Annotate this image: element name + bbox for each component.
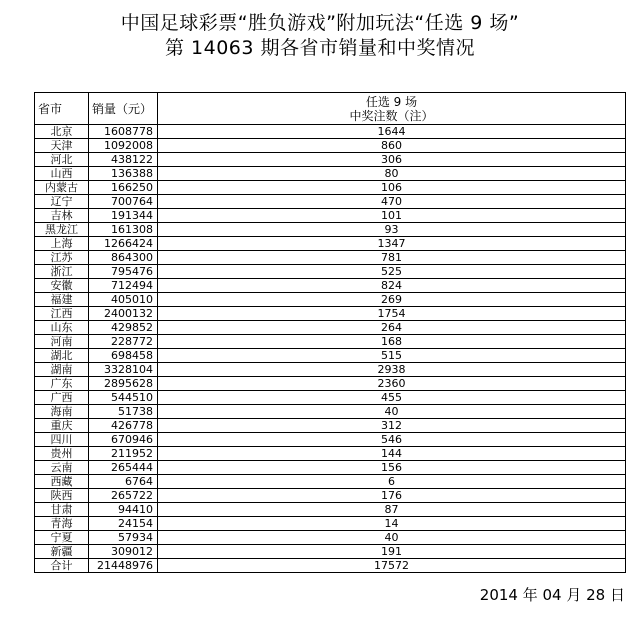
title-line-1: 中国足球彩票“胜负游戏”附加玩法“任选 9 场” [120,12,520,34]
table-row [35,475,626,489]
sales-cell: 24154 [89,517,158,531]
sales-cell: 1092008 [89,139,158,153]
sales-cell: 670946 [89,433,158,447]
province-cell: 宁夏 [35,531,89,545]
province-cell: 海南 [35,405,89,419]
wins-cell: 101 [158,209,626,223]
table-row [35,237,626,251]
province-cell: 河北 [35,153,89,167]
wins-cell: 860 [158,139,626,153]
sales-cell: 228772 [89,335,158,349]
sales-cell: 544510 [89,391,158,405]
wins-cell: 2360 [158,377,626,391]
sales-cell: 712494 [89,279,158,293]
wins-cell: 455 [158,391,626,405]
province-cell: 河南 [35,335,89,349]
province-cell: 山西 [35,167,89,181]
wins-cell: 306 [158,153,626,167]
wins-cell: 6 [158,475,626,489]
province-cell: 天津 [35,139,89,153]
table-row [35,307,626,321]
sales-cell: 211952 [89,447,158,461]
sales-cell: 57934 [89,531,158,545]
wins-cell: 312 [158,419,626,433]
table-row [35,279,626,293]
wins-cell: 40 [158,405,626,419]
wins-cell: 93 [158,223,626,237]
wins-cell: 191 [158,545,626,559]
sales-header: 销量（元） [89,93,158,125]
sales-cell: 698458 [89,349,158,363]
wins-cell: 1347 [158,237,626,251]
province-cell: 浙江 [35,265,89,279]
sales-cell: 1608778 [89,125,158,139]
table-row [35,545,626,559]
province-cell: 云南 [35,461,89,475]
wins-cell: 470 [158,195,626,209]
sales-cell: 166250 [89,181,158,195]
wins-cell: 269 [158,293,626,307]
province-cell: 黑龙江 [35,223,89,237]
wins-cell: 168 [158,335,626,349]
wins-header [158,93,626,125]
wins-cell: 1644 [158,125,626,139]
province-cell: 江西 [35,307,89,321]
wins-cell: 176 [158,489,626,503]
table-row [35,531,626,545]
province-cell: 青海 [35,517,89,531]
sales-cell: 161308 [89,223,158,237]
table-row [35,377,626,391]
province-cell: 福建 [35,293,89,307]
wins-cell: 17572 [158,559,626,573]
wins-cell: 525 [158,265,626,279]
province-cell: 湖南 [35,363,89,377]
sales-cell: 309012 [89,545,158,559]
sales-cell: 795476 [89,265,158,279]
province-cell: 吉林 [35,209,89,223]
table-row [35,265,626,279]
sales-cell: 191344 [89,209,158,223]
table-body [35,125,626,573]
province-cell: 四川 [35,433,89,447]
province-cell: 江苏 [35,251,89,265]
wins-cell: 824 [158,279,626,293]
province-header: 省市 [35,93,89,125]
province-cell: 上海 [35,237,89,251]
province-cell: 重庆 [35,419,89,433]
table-row [35,447,626,461]
sales-cell: 1266424 [89,237,158,251]
table-row [35,559,626,573]
sales-cell: 136388 [89,167,158,181]
table-row [35,503,626,517]
wins-cell: 156 [158,461,626,475]
sales-cell: 6764 [89,475,158,489]
province-cell: 辽宁 [35,195,89,209]
table-row [35,433,626,447]
table-row [35,153,626,167]
table-row [35,321,626,335]
sales-cell: 94410 [89,503,158,517]
wins-cell: 106 [158,181,626,195]
table-row [35,223,626,237]
table-row [35,335,626,349]
wins-cell: 1754 [158,307,626,321]
wins-cell: 40 [158,531,626,545]
wins-cell: 14 [158,517,626,531]
province-cell: 陕西 [35,489,89,503]
table-row [35,195,626,209]
province-cell: 新疆 [35,545,89,559]
table-row [35,489,626,503]
sales-table [34,92,626,573]
title-line-2: 第 14063 期各省市销量和中奖情况 [164,37,476,59]
sales-cell: 438122 [89,153,158,167]
table-row [35,125,626,139]
sales-cell: 2895628 [89,377,158,391]
wins-cell: 144 [158,447,626,461]
wins-cell: 546 [158,433,626,447]
wins-cell: 87 [158,503,626,517]
table-row [35,517,626,531]
sales-cell: 405010 [89,293,158,307]
table-row [35,349,626,363]
table-header-row [35,93,626,125]
table-row [35,139,626,153]
province-cell: 安徽 [35,279,89,293]
table-row [35,363,626,377]
province-cell: 北京 [35,125,89,139]
table-row [35,461,626,475]
wins-cell: 264 [158,321,626,335]
sales-cell: 21448976 [89,559,158,573]
sales-cell: 864300 [89,251,158,265]
table-row [35,391,626,405]
wins-cell: 781 [158,251,626,265]
province-cell: 内蒙古 [35,181,89,195]
sales-cell: 426778 [89,419,158,433]
sales-cell: 3328104 [89,363,158,377]
table-row [35,405,626,419]
sales-cell: 51738 [89,405,158,419]
sales-cell: 700764 [89,195,158,209]
sales-cell: 429852 [89,321,158,335]
wins-cell: 2938 [158,363,626,377]
table-row [35,209,626,223]
province-cell: 湖北 [35,349,89,363]
wins-cell: 515 [158,349,626,363]
province-cell: 广西 [35,391,89,405]
sales-cell: 265444 [89,461,158,475]
province-cell: 山东 [35,321,89,335]
table-row [35,251,626,265]
province-cell: 广东 [35,377,89,391]
table-row [35,419,626,433]
table-row [35,181,626,195]
sales-cell: 265722 [89,489,158,503]
wins-header-line-1: 任选 9 场 [365,94,418,109]
wins-header-line-2: 中奖注数（注） [349,108,434,123]
report-date: 2014 年 04 月 28 日 [479,586,625,604]
province-cell: 西藏 [35,475,89,489]
table-row [35,293,626,307]
wins-cell: 80 [158,167,626,181]
table-row [35,167,626,181]
province-cell: 贵州 [35,447,89,461]
sales-cell: 2400132 [89,307,158,321]
province-cell: 甘肃 [35,503,89,517]
province-cell: 合计 [35,559,89,573]
